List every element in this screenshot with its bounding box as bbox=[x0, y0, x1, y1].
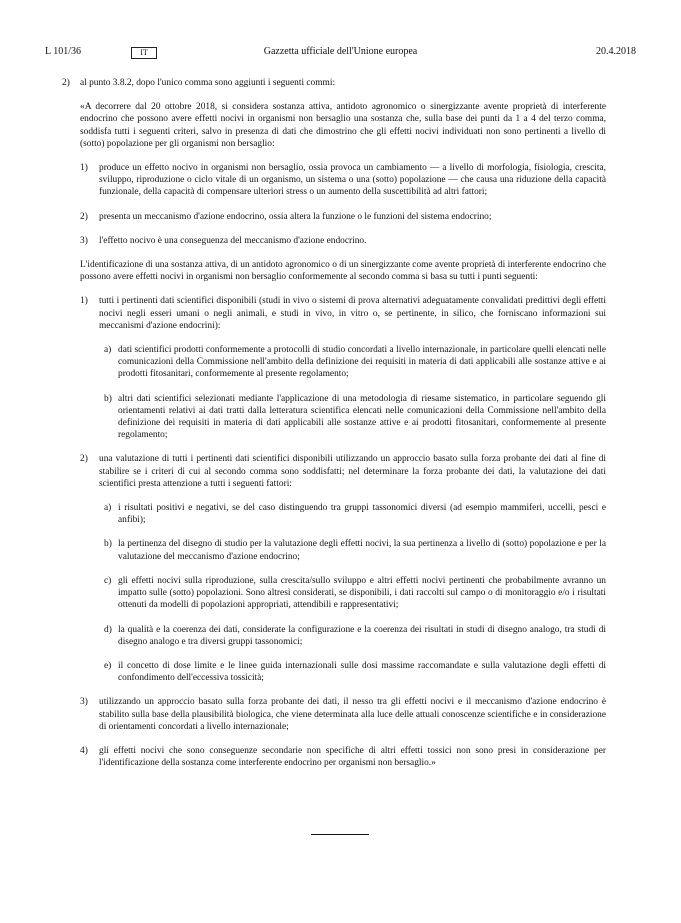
list-label: 2) bbox=[80, 211, 88, 222]
paragraph-identification-basis: L'identificazione di una sostanza attiva, di un antidoto agronomico o di un sinergizzante come avente proprietà di interferente endocrino che possono avere effetti nocivi in organismi non bersaglio conformemente al secondo comma si basa su tutti i punti seguenti: bbox=[80, 260, 606, 283]
end-of-text-rule bbox=[311, 834, 369, 835]
list-text: gli effetti nocivi che sono conseguenze secondarie non specifiche di altri effetti tossici non sono presi in considerazione per l'identificazione della sostanza come interferente endocrino per organismi non bersaglio.» bbox=[99, 745, 606, 769]
document-body bbox=[62, 77, 606, 769]
point-item bbox=[80, 745, 606, 769]
criterion-item bbox=[80, 235, 606, 247]
point-item bbox=[80, 696, 606, 733]
list-label: b) bbox=[104, 393, 112, 404]
list-text: produce un effetto nocivo in organismi non bersaglio, ossia provoca un cambiamento — a livello di morfologia, fisiologia, crescita, sviluppo, riproduzione o ciclo vitale di un organismo, un sistema o una (sotto) popolazione — che causa una riduzione della capacità funzionale, della capacità di compensare ulteriori stress o un aumento della suscettibilità ad altri fattori; bbox=[99, 163, 606, 198]
subpoint-item bbox=[104, 660, 606, 684]
list-label: 1) bbox=[80, 296, 88, 307]
amendment-intro bbox=[62, 77, 606, 89]
list-text: i risultati positivi e negativi, se del caso distinguendo tra gruppi tassonomici diversi (ad esempio mammiferi, uccelli, pesci e anfibi); bbox=[118, 503, 606, 526]
list-text: altri dati scientifici selezionati mediante l'applicazione di una metodologia di riesame sistematico, in particolare seguendo gli orientamenti relativi ai dati tratti dalla letteratura scientifica elencati nelle comunicazioni della Commissione nell'ambito della definizione dei requisiti in materia di dati applicabili alle sostanze attive e ai prodotti fitosanitari, conformemente al presente regolamento; bbox=[118, 393, 606, 441]
criterion-item bbox=[80, 211, 606, 223]
journal-title: Gazzetta ufficiale dell'Unione europea bbox=[263, 46, 418, 57]
list-label: b) bbox=[104, 539, 112, 550]
list-label: d) bbox=[104, 624, 112, 635]
list-text: gli effetti nocivi sulla riproduzione, sulla crescita/sullo sviluppo e altri effetti nocivi pertinenti che probabilmente avranno un impatto sulle (sotto) popolazioni. Sono altresì considerati, se disponibili, i dati raccolti sul campo o di monitoraggio e/o i risultati ottenuti da modelli di popolazioni appropriati, attendibili e rappresentativi; bbox=[118, 575, 606, 611]
subpoint-item bbox=[104, 393, 606, 442]
list-text: utilizzando un approccio basato sulla forza probante dei dati, il nesso tra gli effetti nocivi e il meccanismo d'azione endocrino è stabilito sulla base della plausibilità biologica, che viene determinata alla luce delle attuali conoscenze scientifiche e in considerazione di orientamenti concordati a livello internazionale; bbox=[99, 697, 606, 732]
list-label: 3) bbox=[80, 697, 88, 708]
subpoint-item bbox=[104, 575, 606, 612]
criterion-item bbox=[80, 162, 606, 199]
list-text: l'effetto nocivo è una conseguenza del meccanismo d'azione endocrino. bbox=[99, 235, 367, 246]
subpoint-item bbox=[104, 538, 606, 562]
point-item bbox=[80, 453, 606, 490]
point-item bbox=[80, 295, 606, 332]
subpoint-item bbox=[104, 624, 606, 648]
list-label: a) bbox=[104, 503, 112, 514]
amendment-text: al punto 3.8.2, dopo l'unico comma sono aggiunti i seguenti commi: bbox=[80, 78, 336, 88]
list-label: a) bbox=[104, 345, 112, 356]
list-label: 2) bbox=[80, 454, 88, 465]
list-text: una valutazione di tutti i pertinenti dati scientifici disponibili utilizzando un approccio basato sulla forza probante dei dati al fine di stabilire se i criteri di cui al secondo comma sono soddisfatti; nel determinare la forza probante dei dati, la valutazione dei dati scientifici presta attenzione a tutti i seguenti fattori: bbox=[99, 454, 606, 489]
list-label: 3) bbox=[80, 235, 88, 246]
list-label: c) bbox=[104, 575, 112, 586]
list-text: presenta un meccanismo d'azione endocrino, ossia altera la funzione o le funzioni del sistema endocrino; bbox=[99, 211, 492, 222]
publication-date: 20.4.2018 bbox=[596, 46, 636, 57]
list-text: dati scientifici prodotti conformemente a protocolli di studio concordati a livello internazionale, in particolare quelli elencati nelle comunicazioni della Commissione nell'ambito della definizione dei requisiti in materia di dati applicabili alle sostanze attive e ai prodotti fitosanitari, conformemente al presente regolamento; bbox=[118, 345, 606, 380]
language-badge: IT bbox=[131, 47, 157, 59]
paragraph-criteria-intro: «A decorrere dal 20 ottobre 2018, si considera sostanza attiva, antidoto agronomico o sinergizzante avente proprietà di interferente endocrino che possono avere effetti nocivi in organismi non bersaglio una sostanza che, sulla base dei punti da 1 a 4 del terzo comma, soddisfa tutti i seguenti criteri, salvo in presenza di dati che dimostrino che gli effetti nocivi individuati non sono pertinenti a livello di (sotto) popolazione per gli organismi non bersaglio: bbox=[80, 102, 606, 149]
subpoint-item bbox=[104, 502, 606, 526]
page-header bbox=[45, 46, 636, 60]
subpoint-item bbox=[104, 344, 606, 381]
page-reference: L 101/36 bbox=[45, 46, 82, 57]
list-text: la pertinenza del disegno di studio per la valutazione degli effetti nocivi, la sua pertinenza a livello di (sotto) popolazione e per la valutazione del meccanismo d'azione endocrino; bbox=[118, 539, 606, 562]
list-text: il concetto di dose limite e le linee guida internazionali sulle dosi massime raccomandate e sulla valutazione degli effetti di confondimento dell'eccessiva tossicità; bbox=[118, 660, 606, 684]
list-text: tutti i pertinenti dati scientifici disponibili (studi in vivo o sistemi di prova alternativi adeguatamente convalidati predittivi degli effetti nocivi negli esseri umani o negli animali, e studi in vivo, in vitro o, se pertinente, in silico, che forniscano informazioni sui meccanismi d'azione endocrini): bbox=[99, 296, 606, 331]
list-label: 1) bbox=[80, 163, 88, 174]
list-text: la qualità e la coerenza dei dati, considerate la configurazione e la coerenza dei risultati in studi di disegno analogo, tra studi di disegno analogo e tra diversi gruppi tassonomici; bbox=[118, 624, 606, 647]
list-label: e) bbox=[104, 660, 112, 671]
list-label: 4) bbox=[80, 745, 88, 756]
amendment-number: 2) bbox=[62, 78, 70, 88]
